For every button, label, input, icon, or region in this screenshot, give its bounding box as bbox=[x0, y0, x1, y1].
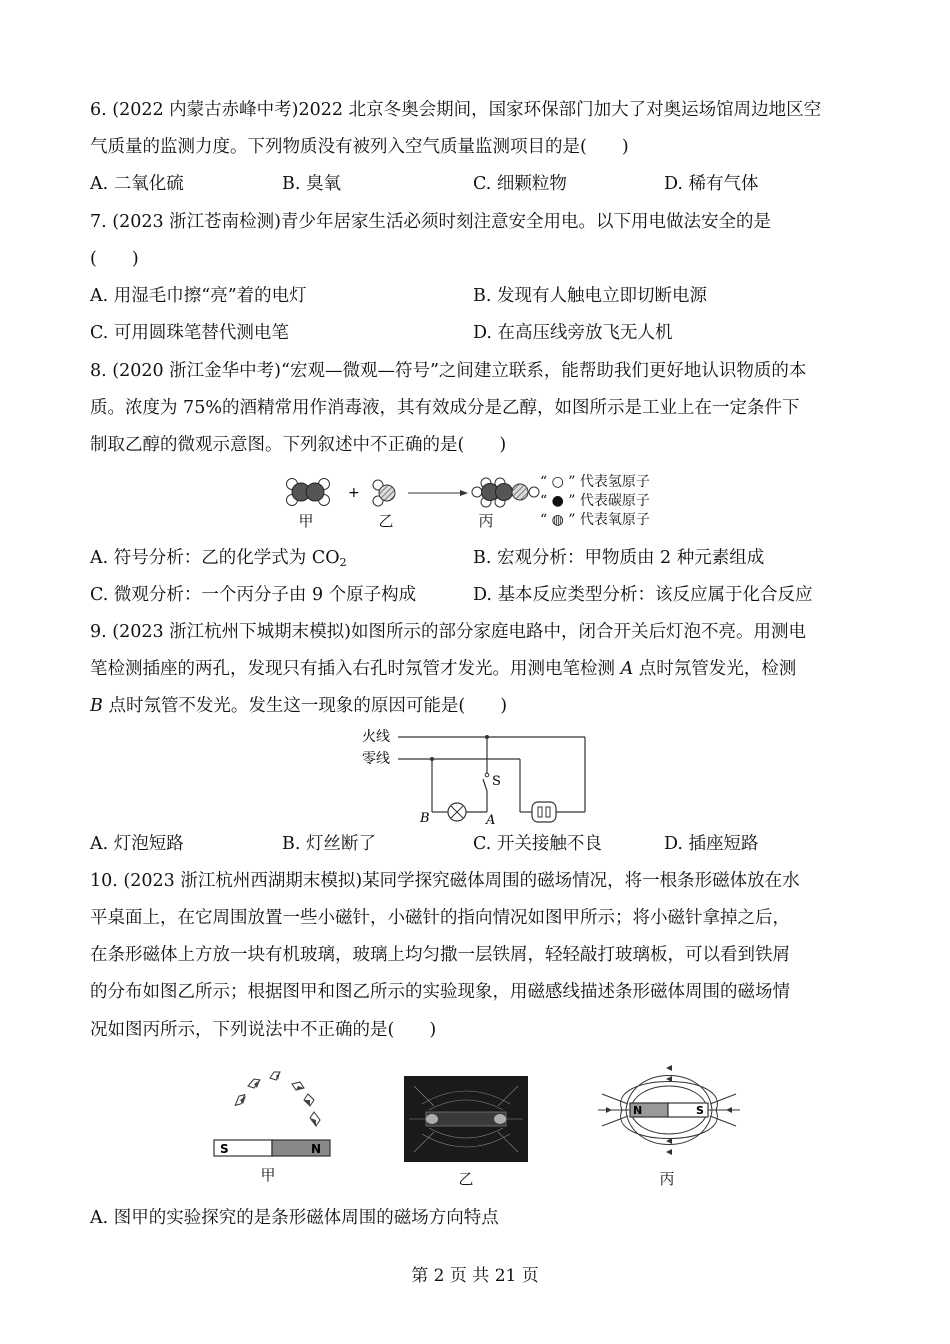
q7-option-b: B. 发现有人触电立即切断电源 bbox=[473, 286, 707, 306]
q7-option-a: A. 用湿毛巾擦“亮”着的电灯 bbox=[90, 286, 307, 306]
q10-line-4: 的分布如图乙所示；根据图甲和图乙所示的实验现象，用磁感线描述条形磁体周围的磁场情 bbox=[90, 982, 790, 1002]
socket-icon bbox=[532, 802, 556, 822]
q9-option-c: C. 开关接触不良 bbox=[473, 834, 602, 854]
label-point-a: A bbox=[486, 813, 496, 827]
label-yi: 乙 bbox=[378, 512, 394, 530]
q8-option-b: B. 宏观分析：甲物质由 2 种元素组成 bbox=[473, 548, 765, 568]
q8-option-d: D. 基本反应类型分析：该反应属于化合反应 bbox=[473, 585, 813, 605]
q9-line-2: 笔检测插座的两孔，发现只有插入右孔时氖管才发光。用测电笔检测 A 点时氖管发光，检测 bbox=[90, 659, 797, 679]
reaction-diagram bbox=[280, 474, 550, 510]
q8-option-a: A. 符号分析：乙的化学式为 $CO_2$ bbox=[90, 548, 347, 569]
q9-option-a: A. 灯泡短路 bbox=[90, 834, 184, 854]
q8-line-1: 8. (2020 浙江金华中考)“宏观—微观—符号”之间建立联系，能帮助我们更好地认识物质的本 bbox=[90, 361, 807, 381]
pole-n: N bbox=[311, 1142, 322, 1156]
label-jia: 甲 bbox=[298, 512, 314, 530]
label-jia-10: 甲 bbox=[260, 1166, 276, 1184]
q7-line-2: ( ) bbox=[90, 249, 139, 269]
q6-option-c: C. 细颗粒物 bbox=[473, 174, 567, 194]
q7-line-1: 7. (2023 浙江苍南检测)青少年居家生活必须时刻注意安全用电。以下用电做法安全的是 bbox=[90, 212, 772, 232]
plus-sign: + bbox=[348, 485, 360, 501]
label-live: 火线 bbox=[362, 729, 390, 745]
legend-oxygen: “ ◍ ” 代表氧原子 bbox=[540, 512, 650, 528]
field-pole-s: S bbox=[696, 1104, 704, 1117]
q8-option-c: C. 微观分析：一个丙分子由 9 个原子构成 bbox=[90, 585, 417, 605]
page-footer: 第 2 页 共 21 页 bbox=[411, 1266, 539, 1286]
q9-option-b: B. 灯丝断了 bbox=[282, 834, 376, 854]
q10-line-3: 在条形磁体上方放一块有机玻璃，玻璃上均匀撒一层铁屑，轻轻敲打玻璃板，可以看到铁屑 bbox=[90, 945, 790, 965]
label-bing-10: 丙 bbox=[659, 1170, 675, 1188]
molecule-bing bbox=[472, 478, 539, 507]
molecule-jia bbox=[287, 479, 330, 506]
q6-line-1: 6. (2022 内蒙古赤峰中考)2022 北京冬奥会期间，国家环保部门加大了对奥运场馆周边地区空 bbox=[90, 100, 822, 120]
field-pole-n: N bbox=[633, 1104, 643, 1117]
q8-line-2: 质。浓度为 75%的酒精常用作消毒液，其有效成分是乙醇，如图所示是工业上在一定条件下 bbox=[90, 398, 800, 418]
legend-carbon: “ ● ” 代表碳原子 bbox=[540, 493, 650, 509]
q6-line-2: 气质量的监测力度。下列物质没有被列入空气质量监测项目的是( ) bbox=[90, 137, 629, 157]
figure-bing-field-lines bbox=[596, 1058, 742, 1162]
q8-line-3: 制取乙醇的微观示意图。下列叙述中不正确的是( ) bbox=[90, 435, 507, 455]
q9-line-1: 9. (2023 浙江杭州下城期末模拟)如图所示的部分家庭电路中，闭合开关后灯泡不亮。用测电 bbox=[90, 622, 807, 642]
molecule-yi bbox=[373, 480, 395, 506]
magnet-n-half bbox=[272, 1140, 330, 1156]
q7-option-c: C. 可用圆珠笔替代测电笔 bbox=[90, 323, 289, 343]
label-switch: S bbox=[492, 774, 501, 789]
circuit-diagram bbox=[360, 727, 590, 827]
q10-line-2: 平桌面上，在它周围放置一些小磁针，小磁针的指向情况如图甲所示；将小磁针拿掉之后， bbox=[90, 908, 790, 928]
q9-line-3: B 点时氖管不发光。发生这一现象的原因可能是( ) bbox=[90, 696, 508, 716]
q6-option-a: A. 二氧化硫 bbox=[90, 174, 184, 194]
figure-jia-compass bbox=[210, 1066, 335, 1162]
q10-line-5: 况如图丙所示，下列说法中不正确的是( ) bbox=[90, 1020, 437, 1040]
label-point-b: B bbox=[420, 811, 430, 826]
figure-yi-iron-filings bbox=[404, 1076, 528, 1162]
q6-option-b: B. 臭氧 bbox=[282, 174, 341, 194]
label-yi-10: 乙 bbox=[458, 1170, 474, 1188]
legend-hydrogen: “ ○ ” 代表氢原子 bbox=[540, 474, 650, 490]
label-bing: 丙 bbox=[478, 512, 494, 530]
pole-s: S bbox=[220, 1142, 229, 1156]
q7-option-d: D. 在高压线旁放飞无人机 bbox=[473, 323, 673, 343]
label-neutral: 零线 bbox=[362, 751, 390, 767]
q9-option-d: D. 插座短路 bbox=[664, 834, 759, 854]
q10-line-1: 10. (2023 浙江杭州西湖期末模拟)某同学探究磁体周围的磁场情况，将一根条形磁体放在水 bbox=[90, 871, 800, 891]
q10-option-a: A. 图甲的实验探究的是条形磁体周围的磁场方向特点 bbox=[90, 1208, 499, 1228]
switch-s bbox=[483, 779, 487, 791]
q6-option-d: D. 稀有气体 bbox=[664, 174, 759, 194]
